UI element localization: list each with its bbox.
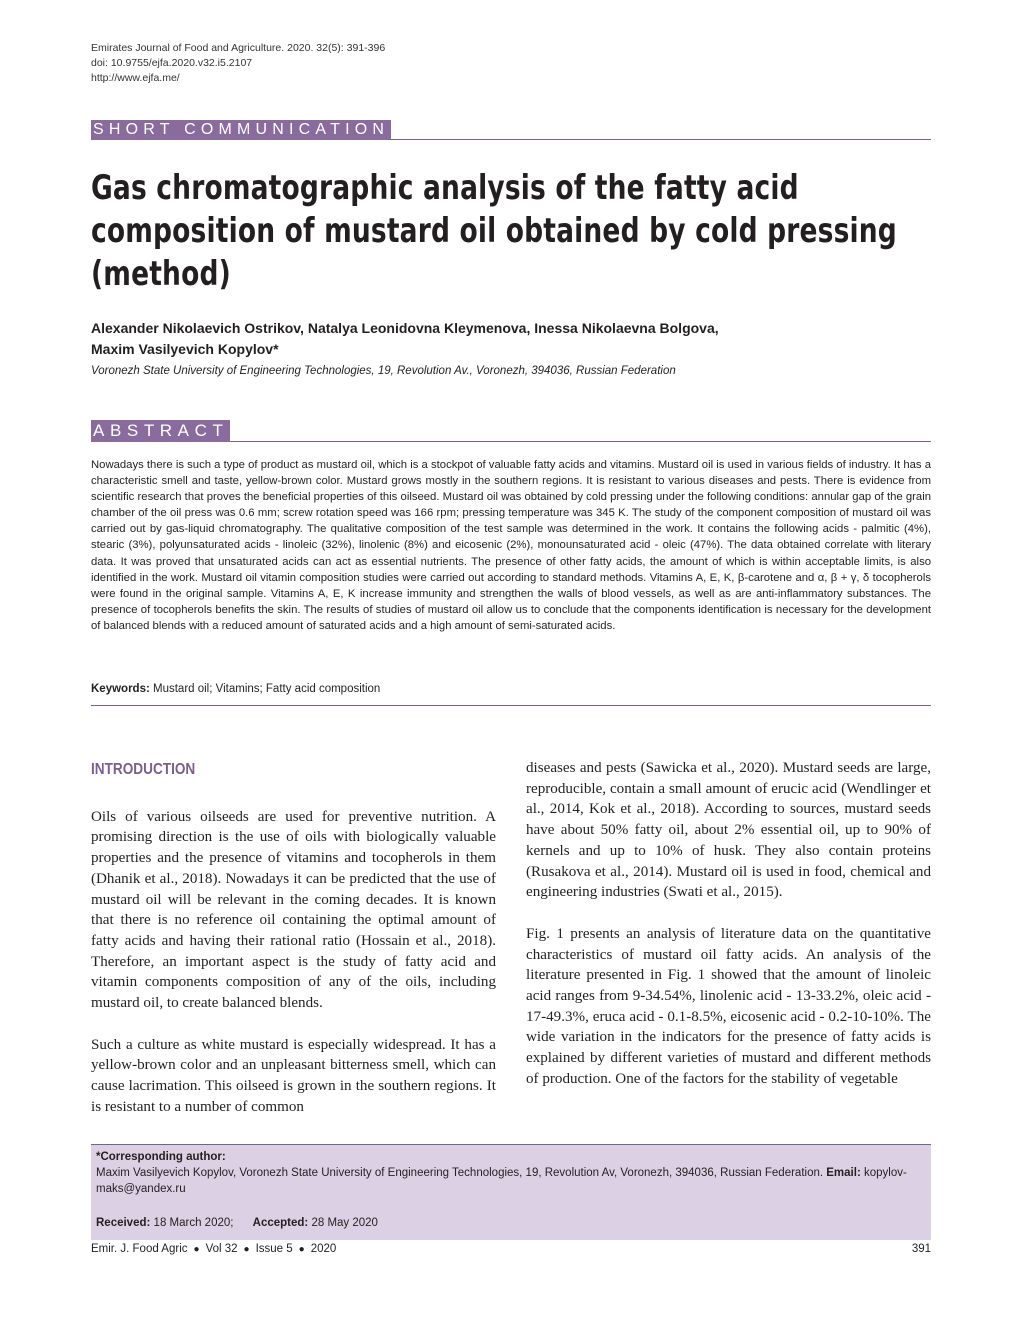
journal-url[interactable]: http://www.ejfa.me/ (91, 72, 180, 84)
article-title: Gas chromatographic analysis of the fatty acid composition of mustard oil obtained by cold pressing (method) (91, 168, 897, 294)
page-number: 391 (911, 1243, 931, 1255)
footer-issue: Issue 5 (255, 1243, 293, 1255)
section-bar-abstract (91, 420, 931, 442)
keywords (91, 683, 380, 695)
email-address[interactable]: kopylov-maks@yandex.ru (96, 1167, 907, 1195)
authors-line-2: Maxim Vasilyevich Kopylov* (91, 341, 279, 357)
journal-doi: doi: 10.9755/ejfa.2020.v32.i5.2107 (91, 57, 253, 69)
corresponding-label: *Corresponding author: (96, 1151, 226, 1163)
bullet-icon: ● (298, 1244, 305, 1255)
left-paragraph-1: Oils of various oilseeds are used for preventive nutrition. A promising direction is the use of oils with biologically valuable properties and the presence of vitamins and tocopherols in them (Dhanik et al., 2018). Nowadays it can be predicted that the use of mustard oil will be relevant in the coming decades. It is known that there is no reference oil containing the optimal amount of fatty acids and having their rational ratio (Hossain et al., 2018). Therefore, an important aspect is the study of fatty acid and vitamin components composition of any of the oils, including mustard oil, to create balanced blends. (91, 808, 496, 1012)
email-label: Email: (826, 1167, 861, 1179)
footer-volume: Vol 32 (205, 1243, 238, 1255)
received-date: 18 March 2020; (153, 1217, 234, 1229)
section-label: SHORT COMMUNICATION (93, 121, 390, 138)
footer-year: 2020 (310, 1243, 337, 1255)
right-paragraph-2: Fig. 1 presents an analysis of literature data on the quantitative characteristics of mustard oil fatty acids. An analysis of the literature presented in Fig. 1 showed that the amount of linoleic acid ranges from 9-34.54%, linolenic acid - 13-33.2%, oleic acid - 17-49.3%, eruca acid - 0.1-8.5%, eicosenic acid - 0.2-10-10%. The wide variation in the indicators for the presence of fatty acids is explained by different varieties of mustard and different methods of production. One of the factors for the stability of vegetable (526, 925, 931, 1087)
page-footer (91, 1243, 931, 1255)
dates (96, 1217, 378, 1229)
bullet-icon: ● (243, 1244, 250, 1255)
keywords-list: Mustard oil; Vitamins; Fatty acid composition (153, 683, 381, 695)
bullet-icon: ● (193, 1244, 200, 1255)
left-paragraph-2: Such a culture as white mustard is especially widespread. It has a yellow-brown color and an unpleasant bitterness smell, which can cause lacrimation. This oilseed is grown in the southern regions. It is resistant to a number of common (91, 1036, 496, 1115)
abstract-label: ABSTRACT (93, 421, 229, 440)
authors-line-1: Alexander Nikolaevich Ostrikov, Natalya Leonidovna Kleymenova, Inessa Nikolaevna Bolgova, (91, 320, 719, 336)
keywords-divider (91, 705, 931, 706)
corresponding-text: Maxim Vasilyevich Kopylov, Voronezh State University of Engineering Technologies, 19, Revolution Av, Voronezh, 394036, Russian Federation. (96, 1167, 824, 1179)
journal-meta (91, 41, 385, 86)
section-bar-short-communication (91, 118, 931, 140)
footer-journal: Emir. J. Food Agric (91, 1243, 188, 1255)
affiliation: Voronezh State University of Engineering Technologies, 19, Revolution Av., Voronezh, 394036, Russian Federation (91, 365, 676, 377)
accepted-date: 28 May 2020 (311, 1217, 378, 1229)
received-label: Received: (96, 1217, 151, 1229)
introduction-heading: INTRODUCTION (91, 761, 196, 778)
accepted-label: Accepted: (252, 1217, 309, 1229)
right-column (526, 758, 931, 1090)
authors (91, 318, 931, 360)
keywords-label: Keywords: (91, 683, 150, 695)
corresponding-author-box (91, 1144, 931, 1240)
left-column (91, 758, 496, 1118)
right-paragraph-1: diseases and pests (Sawicka et al., 2020). Mustard seeds are large, reproducible, contain a small amount of erucic acid (Wendlinger et al., 2014, Kok et al., 2018). According to sources, mustard seeds have about 50% fatty oil, about 2% essential oil, up to 90% of kernels and up to 10% of husk. They also contain proteins (Rusakova et al., 2014). Mustard oil is used in food, chemical and engineering industries (Swati et al., 2015). (526, 760, 931, 901)
journal-citation: Emirates Journal of Food and Agriculture. 2020. 32(5): 391-396 (91, 42, 386, 54)
abstract-text: Nowadays there is such a type of product as mustard oil, which is a stockpot of valuable fatty acids and vitamins. Mustard oil is used in various fields of industry. It has a characteristic smell and taste, yellow-brown color. Mustard grows mostly in the southern regions. It is resistant to various diseases and pests. There is evidence from scientific research that proves the beneficial properties of this oilseed. Mustard oil was obtained by cold pressing under the following conditions: annular gap of the grain chamber of the oil press was 0.6 mm; screw rotation speed was 166 rpm; pressing temperature was 345 K. The study of the component composition of mustard oil was carried out by gas-liquid chromatography. The qualitative composition of the test sample was determined in the work. It contains the following acids - palmitic (4%), stearic (3%), polyunsaturated acids - linoleic (32%), linolenic (8%) and eicosenic (2%), monounsaturated acid - oleic (47%). The data obtained correlate with literary data. It was proved that unsaturated acids can act as essential nutrients. The presence of other fatty acids, the amount of which is within acceptable limits, is also identified in the work. Mustard oil vitamin composition studies were carried out according to standard methods. Vitamins A, E, K, β-carotene and α, β + γ, δ tocopherols were found in the original sample. Vitamins A, E, K increase immunity and strengthen the walls of blood vessels, as well as are anti-inflammatory substances. The presence of tocopherols benefits the skin. The results of studies of mustard oil allow us to conclude that the components identification is necessary for the development of balanced blends with a reduced amount of saturated acids and a high amount of semi-saturated acids. (91, 459, 931, 632)
